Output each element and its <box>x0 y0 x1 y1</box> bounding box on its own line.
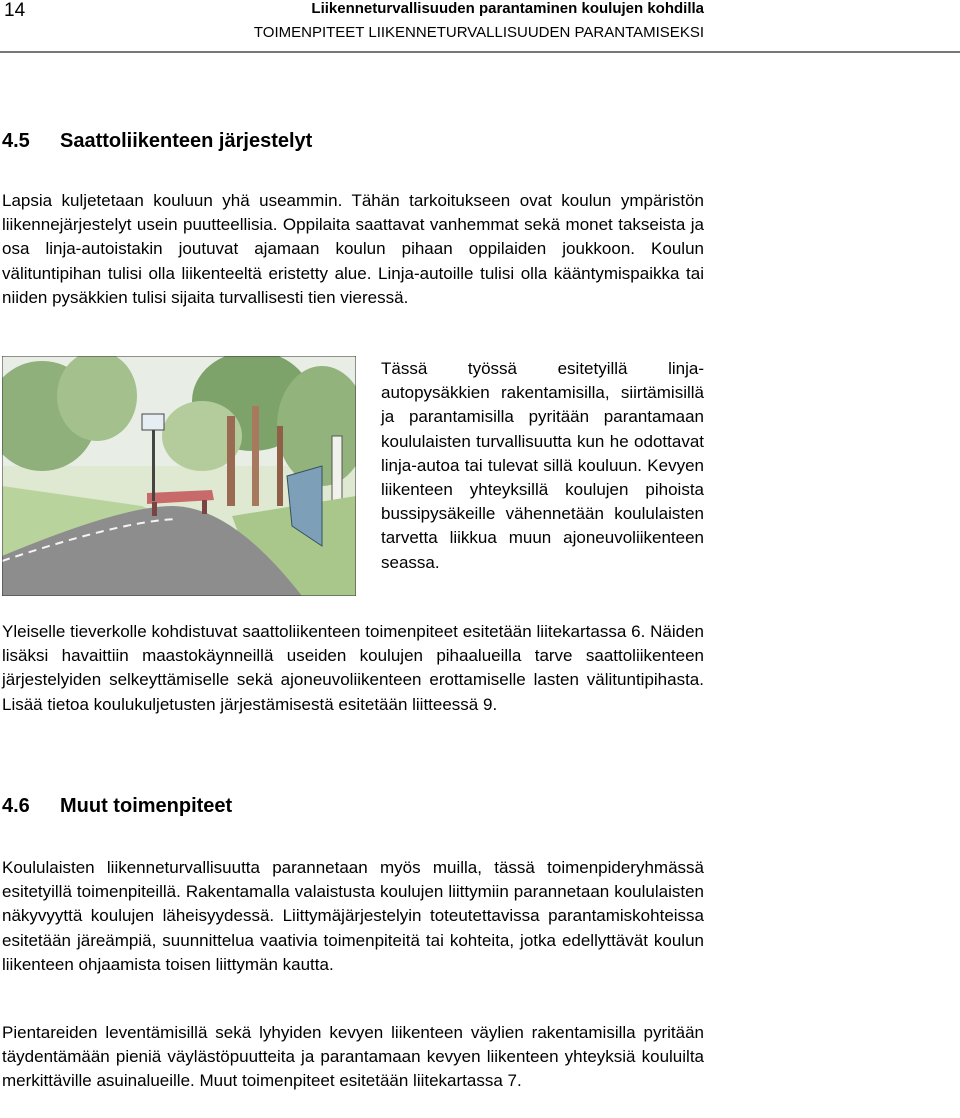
section-title: Muut toimenpiteet <box>60 795 233 817</box>
paragraph-muut-toimenpiteet: Koululaisten liikenneturvallisuutta parannetaan myös muilla, tässä toimenpideryhmässä esitetyillä toimenpiteillä. Rakentamalla valaistusta koulujen liittymiin parannetaan koululaisten näkyvyyttä koulujen läheisyydessä. Liittymäjärjestelyin toteutettavissa parantamiskohteissa esitetään järeämpiä, suunnittelua vaativia toimenpiteitä tai kohteita, jotka edellyttävät koulun liikenteen ohjaamista toisen liittymän kautta. <box>2 858 704 974</box>
section-number: 4.6 <box>2 795 30 817</box>
section-title: Saattoliikenteen järjestelyt <box>60 130 313 152</box>
paragraph-saattoliikenne-intro: Lapsia kuljetetaan kouluun yhä useammin. Tähän tarkoitukseen ovat koulun ympäristön liikennejärjestelyt usein puutteellisia. Oppilaita saattavat vanhemmat sekä monet takseista ja osa linja-autoistakin joutuvat ajamaan koulun pihaan oppilaiden joukkoon. Koulun välituntipihan tulisi olla liikenteeltä eristetty alue. Linja-autoille tulisi olla kääntymispaikka tai niiden pysäkkien tulisi sijaita turvallisesti tien vieressä. <box>2 191 704 307</box>
paragraph-pientareet: Pientareiden leventämisillä sekä lyhyiden kevyen liikenteen väylien rakentamisilla pyritään täydentämään pieniä väylästöpuutteita ja parantamaan kevyen liikenteen yhteyksiä kouluilta merkittäville asuinalueille. Muut toimenpiteet esitetään liitekartassa 7. <box>2 1023 704 1091</box>
section-heading-4-5 <box>2 130 312 153</box>
paragraph-liitekartta-6: Yleiselle tieverkolle kohdistuvat saattoliikenteen toimenpiteet esitetään liitekartassa 6. Näiden lisäksi havaittiin maastokäynneillä useiden koulujen pihaalueilla tarve saattoliikenteen järjestelyiden selkeyttämiselle sekä ajoneuvoliikenteen erottamiselle lasten välituntipihasta. Lisää tietoa koulukuljetusten järjestämisestä esitetään liitteessä 9. <box>2 622 704 714</box>
figure-side-text: Tässä työssä esitetyillä linja-autopysäkkien rakentamisilla, siirtämisillä ja parantamisilla pyritään parantamaan koululaisten turvallisuutta kun he odottavat linja-autoa tai tulevat sillä kouluun. Kevyen liikenteen yhteyksillä koulujen pihoista bussipysäkeille vähennetään koululaisten tarvetta liikkua muun ajoneuvoliikenteen seassa. <box>381 359 704 572</box>
bus-stop-illustration <box>2 356 356 596</box>
section-number: 4.5 <box>2 130 30 152</box>
section-heading-4-6 <box>2 795 232 818</box>
running-title: Liikenneturvallisuuden parantaminen koulujen kohdilla <box>311 0 704 17</box>
running-subtitle: TOIMENPITEET LIIKENNETURVALLISUUDEN PARANTAMISEKSI <box>253 24 704 41</box>
page-number: 14 <box>4 0 26 21</box>
header-divider <box>0 51 960 53</box>
